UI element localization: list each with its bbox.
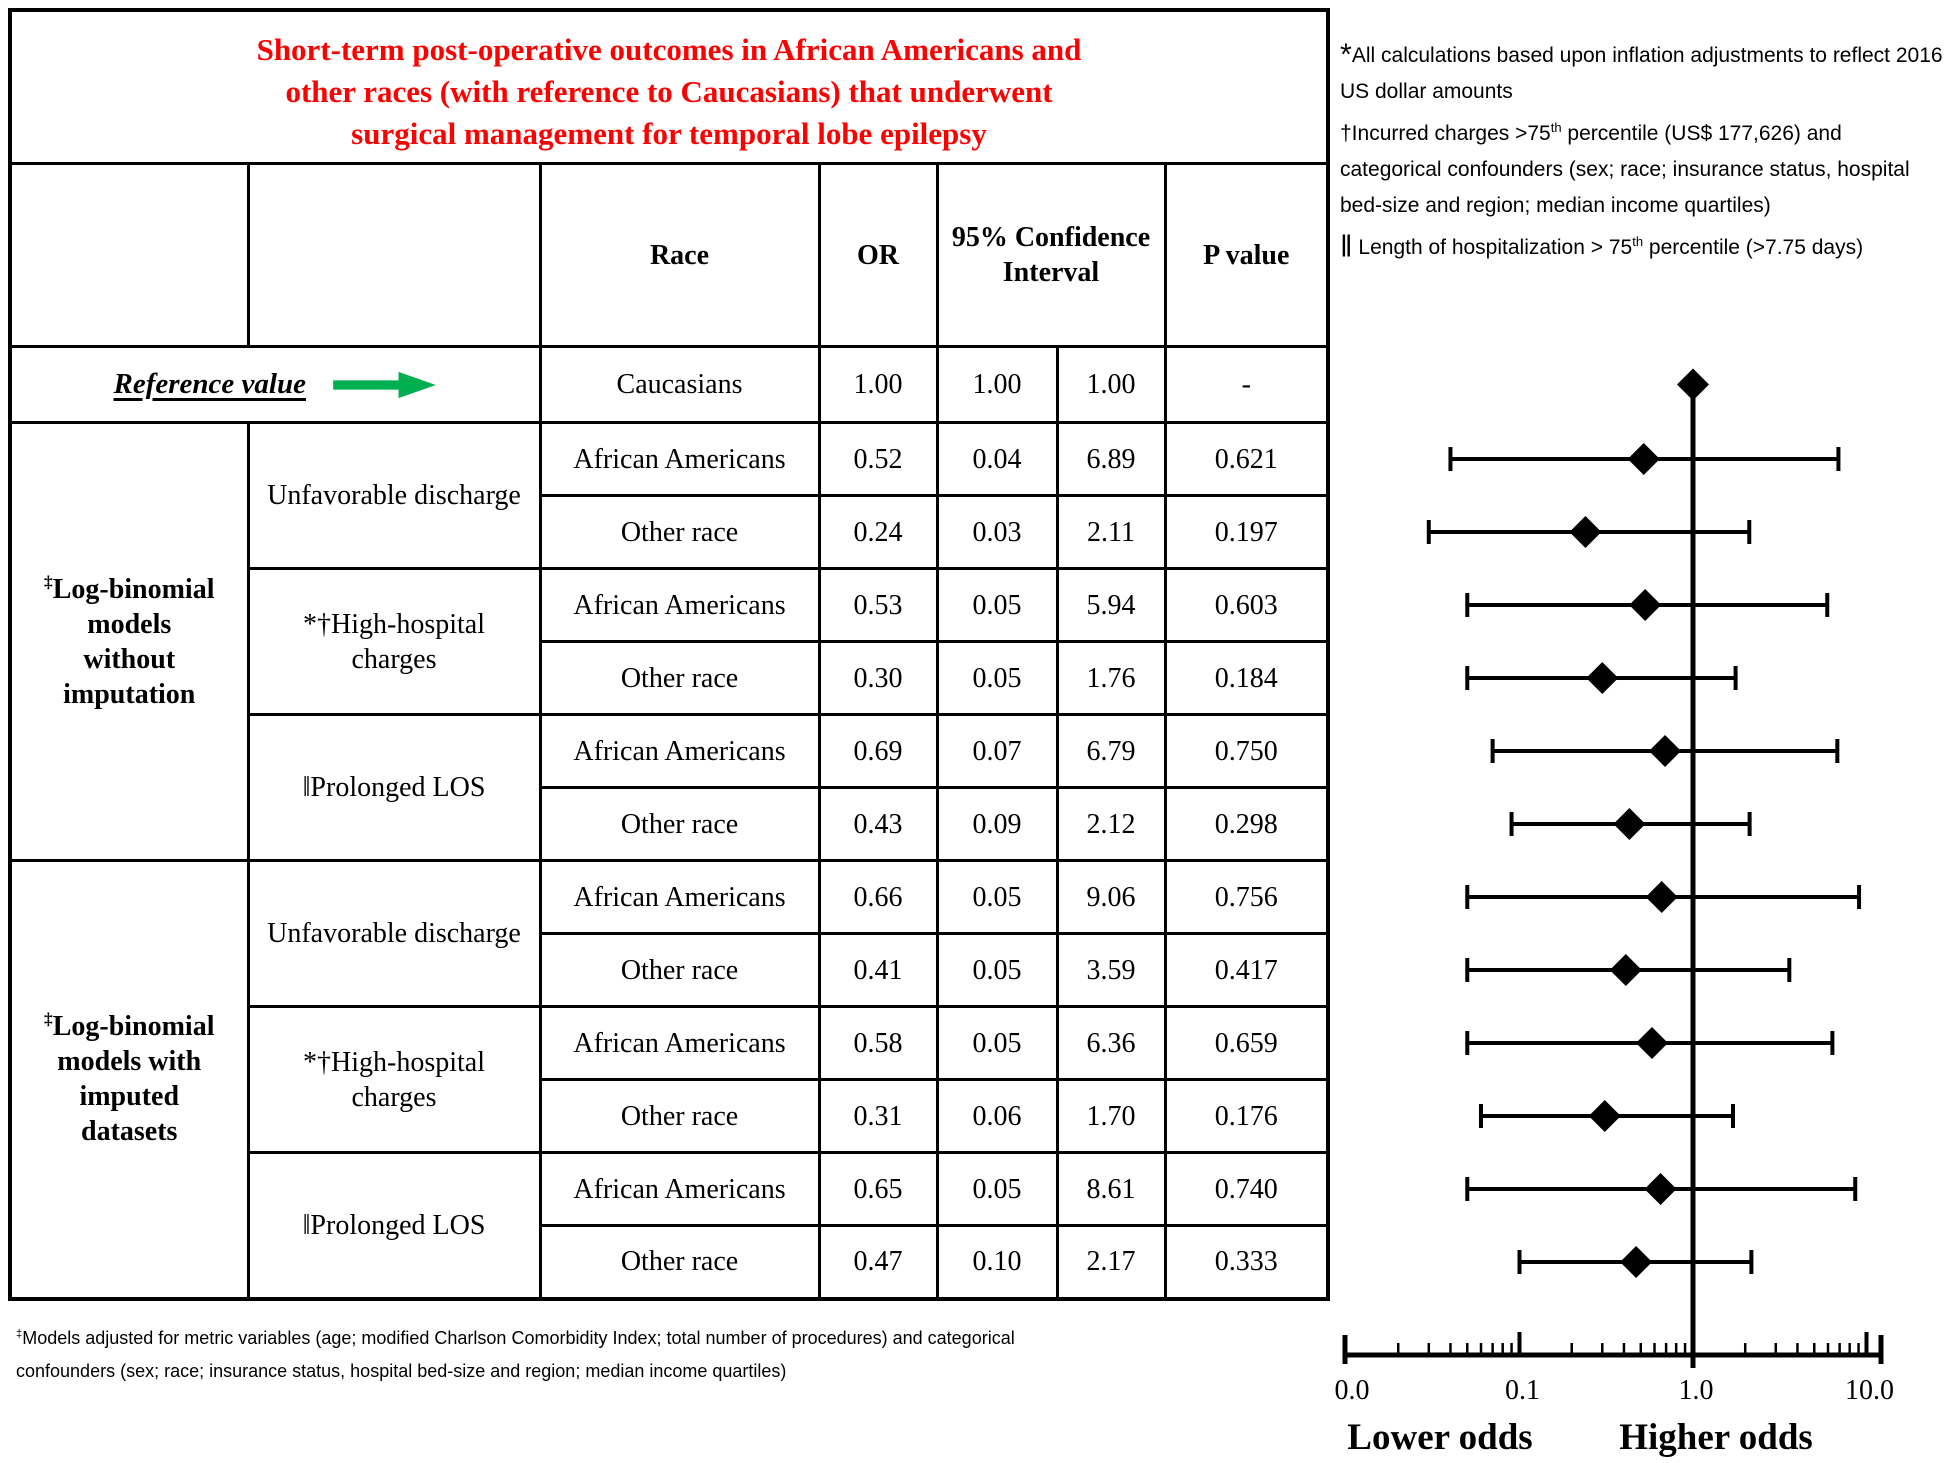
tick-label: 0.1 bbox=[1505, 1375, 1540, 1406]
ci-low-cell: 1.00 bbox=[937, 347, 1057, 423]
ci-low-cell: 0.05 bbox=[937, 861, 1057, 934]
ci-high-cell: 5.94 bbox=[1057, 569, 1165, 642]
or-cell: 0.31 bbox=[819, 1080, 937, 1153]
p-value-cell: 0.184 bbox=[1165, 642, 1328, 715]
ci-low-cell: 0.05 bbox=[937, 1007, 1057, 1080]
p-value-cell: - bbox=[1165, 347, 1328, 423]
race-cell: Other race bbox=[540, 496, 819, 569]
footnote-bottom bbox=[16, 1322, 1074, 1388]
green-right-arrow-icon bbox=[332, 371, 437, 399]
title-row bbox=[10, 10, 1328, 164]
ci-low-cell: 0.05 bbox=[937, 642, 1057, 715]
figure-title-line-1: Short-term post-operative outcomes in African Americans and bbox=[256, 32, 1082, 67]
outcome-cell: ‖Prolonged LOS bbox=[248, 1153, 540, 1299]
header-empty-outcome bbox=[248, 164, 540, 347]
figure-title-line-2: other races (with reference to Caucasians) that underwent bbox=[285, 74, 1053, 109]
model-group-cell: ‡Log-binomial models without imputation bbox=[10, 423, 248, 861]
or-diamond-marker bbox=[1649, 735, 1681, 767]
or-cell: 1.00 bbox=[819, 347, 937, 423]
ci-high-cell: 1.70 bbox=[1057, 1080, 1165, 1153]
ci-high-cell: 1.00 bbox=[1057, 347, 1165, 423]
ci-low-cell: 0.05 bbox=[937, 934, 1057, 1007]
or-diamond-marker bbox=[1636, 1027, 1668, 1059]
or-cell: 0.53 bbox=[819, 569, 937, 642]
ci-low-cell: 0.06 bbox=[937, 1080, 1057, 1153]
p-value-cell: 0.176 bbox=[1165, 1080, 1328, 1153]
p-value-cell: 0.659 bbox=[1165, 1007, 1328, 1080]
higher-odds-label: Higher odds bbox=[1619, 1417, 1813, 1458]
or-cell: 0.52 bbox=[819, 423, 937, 496]
outcome-cell: ‖Prolonged LOS bbox=[248, 715, 540, 861]
header-race: Race bbox=[540, 164, 819, 347]
ci-high-cell: 8.61 bbox=[1057, 1153, 1165, 1226]
ci-low-cell: 0.04 bbox=[937, 423, 1057, 496]
race-cell: African Americans bbox=[540, 861, 819, 934]
ci-low-cell: 0.07 bbox=[937, 715, 1057, 788]
p-value-cell: 0.756 bbox=[1165, 861, 1328, 934]
race-cell: Other race bbox=[540, 1226, 819, 1299]
ci-low-cell: 0.05 bbox=[937, 1153, 1057, 1226]
p-value-cell: 0.417 bbox=[1165, 934, 1328, 1007]
footnote-models-adjusted: ‡Models adjusted for metric variables (age; modified Charlson Comorbidity Index; total number of procedures) and categorical confounders (sex; race; insurance status, hospital bed-size and region; median income quartiles) bbox=[16, 1328, 1015, 1381]
or-cell: 0.43 bbox=[819, 788, 937, 861]
figure-title bbox=[10, 10, 1328, 164]
or-cell: 0.24 bbox=[819, 496, 937, 569]
ci-low-cell: 0.10 bbox=[937, 1226, 1057, 1299]
or-diamond-marker bbox=[1628, 443, 1660, 475]
or-diamond-marker bbox=[1620, 1246, 1652, 1278]
ci-high-cell: 6.89 bbox=[1057, 423, 1165, 496]
ci-high-cell: 9.06 bbox=[1057, 861, 1165, 934]
race-cell: Caucasians bbox=[540, 347, 819, 423]
tick-label: 1.0 bbox=[1678, 1375, 1714, 1406]
ci-high-cell: 2.17 bbox=[1057, 1226, 1165, 1299]
p-value-cell: 0.333 bbox=[1165, 1226, 1328, 1299]
p-value-cell: 0.750 bbox=[1165, 715, 1328, 788]
reference-label: Reference value bbox=[113, 368, 306, 401]
footnote-right-2: †Incurred charges >75th percentile (US$ 177,626) and categorical confounders (sex; race; insurance status, hospital bed-size and region; median income quartiles) bbox=[1340, 120, 1910, 217]
header-or: OR bbox=[819, 164, 937, 347]
p-value-cell: 0.298 bbox=[1165, 788, 1328, 861]
race-cell: African Americans bbox=[540, 569, 819, 642]
or-cell: 0.69 bbox=[819, 715, 937, 788]
race-cell: Other race bbox=[540, 1080, 819, 1153]
table-row bbox=[10, 423, 1328, 496]
or-diamond-marker bbox=[1610, 954, 1642, 986]
header-p-value: P value bbox=[1165, 164, 1328, 347]
model-group-cell: ‡Log-binomial models with imputed datasets bbox=[10, 861, 248, 1299]
ci-high-cell: 3.59 bbox=[1057, 934, 1165, 1007]
reference-row bbox=[10, 347, 1328, 423]
or-cell: 0.47 bbox=[819, 1226, 937, 1299]
reference-label-cell bbox=[10, 347, 540, 423]
or-cell: 0.30 bbox=[819, 642, 937, 715]
table-header-row bbox=[10, 164, 1328, 347]
or-diamond-marker bbox=[1569, 516, 1601, 548]
table-row bbox=[10, 861, 1328, 934]
or-diamond-marker bbox=[1629, 589, 1661, 621]
ci-low-cell: 0.09 bbox=[937, 788, 1057, 861]
lower-odds-label: Lower odds bbox=[1347, 1417, 1533, 1458]
header-empty-group bbox=[10, 164, 248, 347]
header-confidence-interval: 95% Confidence Interval bbox=[937, 164, 1165, 347]
ci-high-cell: 6.79 bbox=[1057, 715, 1165, 788]
p-value-cell: 0.740 bbox=[1165, 1153, 1328, 1226]
ci-high-cell: 1.76 bbox=[1057, 642, 1165, 715]
outcomes-table bbox=[8, 8, 1330, 1301]
race-cell: Other race bbox=[540, 934, 819, 1007]
p-value-cell: 0.197 bbox=[1165, 496, 1328, 569]
race-cell: Other race bbox=[540, 642, 819, 715]
or-diamond-marker bbox=[1646, 881, 1678, 913]
footnotes-right bbox=[1340, 38, 1944, 272]
p-value-cell: 0.621 bbox=[1165, 423, 1328, 496]
tick-label: 0.0 bbox=[1334, 1375, 1370, 1406]
or-diamond-marker bbox=[1645, 1173, 1677, 1205]
race-cell: African Americans bbox=[540, 715, 819, 788]
tick-label: 10.0 bbox=[1845, 1375, 1894, 1406]
or-diamond-marker bbox=[1613, 808, 1645, 840]
ci-low-cell: 0.05 bbox=[937, 569, 1057, 642]
or-diamond-marker bbox=[1589, 1100, 1621, 1132]
race-cell: Other race bbox=[540, 788, 819, 861]
or-diamond-marker bbox=[1586, 662, 1618, 694]
figure-title-line-3: surgical management for temporal lobe epilepsy bbox=[351, 116, 987, 151]
race-cell: African Americans bbox=[540, 423, 819, 496]
or-cell: 0.66 bbox=[819, 861, 937, 934]
outcome-cell: *†High-hospital charges bbox=[248, 1007, 540, 1153]
race-cell: African Americans bbox=[540, 1007, 819, 1080]
p-value-cell: 0.603 bbox=[1165, 569, 1328, 642]
footnote-right-3: ‖ Length of hospitalization > 75th percentile (>7.75 days) bbox=[1340, 229, 1864, 264]
outcome-cell: *†High-hospital charges bbox=[248, 569, 540, 715]
ci-high-cell: 6.36 bbox=[1057, 1007, 1165, 1080]
ci-high-cell: 2.11 bbox=[1057, 496, 1165, 569]
or-diamond-marker bbox=[1677, 369, 1709, 401]
footnote-right-1: *All calculations based upon inflation adjustments to reflect 2016 US dollar amounts bbox=[1340, 37, 1943, 103]
ci-low-cell: 0.03 bbox=[937, 496, 1057, 569]
or-cell: 0.65 bbox=[819, 1153, 937, 1226]
ci-high-cell: 2.12 bbox=[1057, 788, 1165, 861]
or-cell: 0.41 bbox=[819, 934, 937, 1007]
or-cell: 0.58 bbox=[819, 1007, 937, 1080]
outcome-cell: Unfavorable discharge bbox=[248, 861, 540, 1007]
race-cell: African Americans bbox=[540, 1153, 819, 1226]
outcome-cell: Unfavorable discharge bbox=[248, 423, 540, 569]
